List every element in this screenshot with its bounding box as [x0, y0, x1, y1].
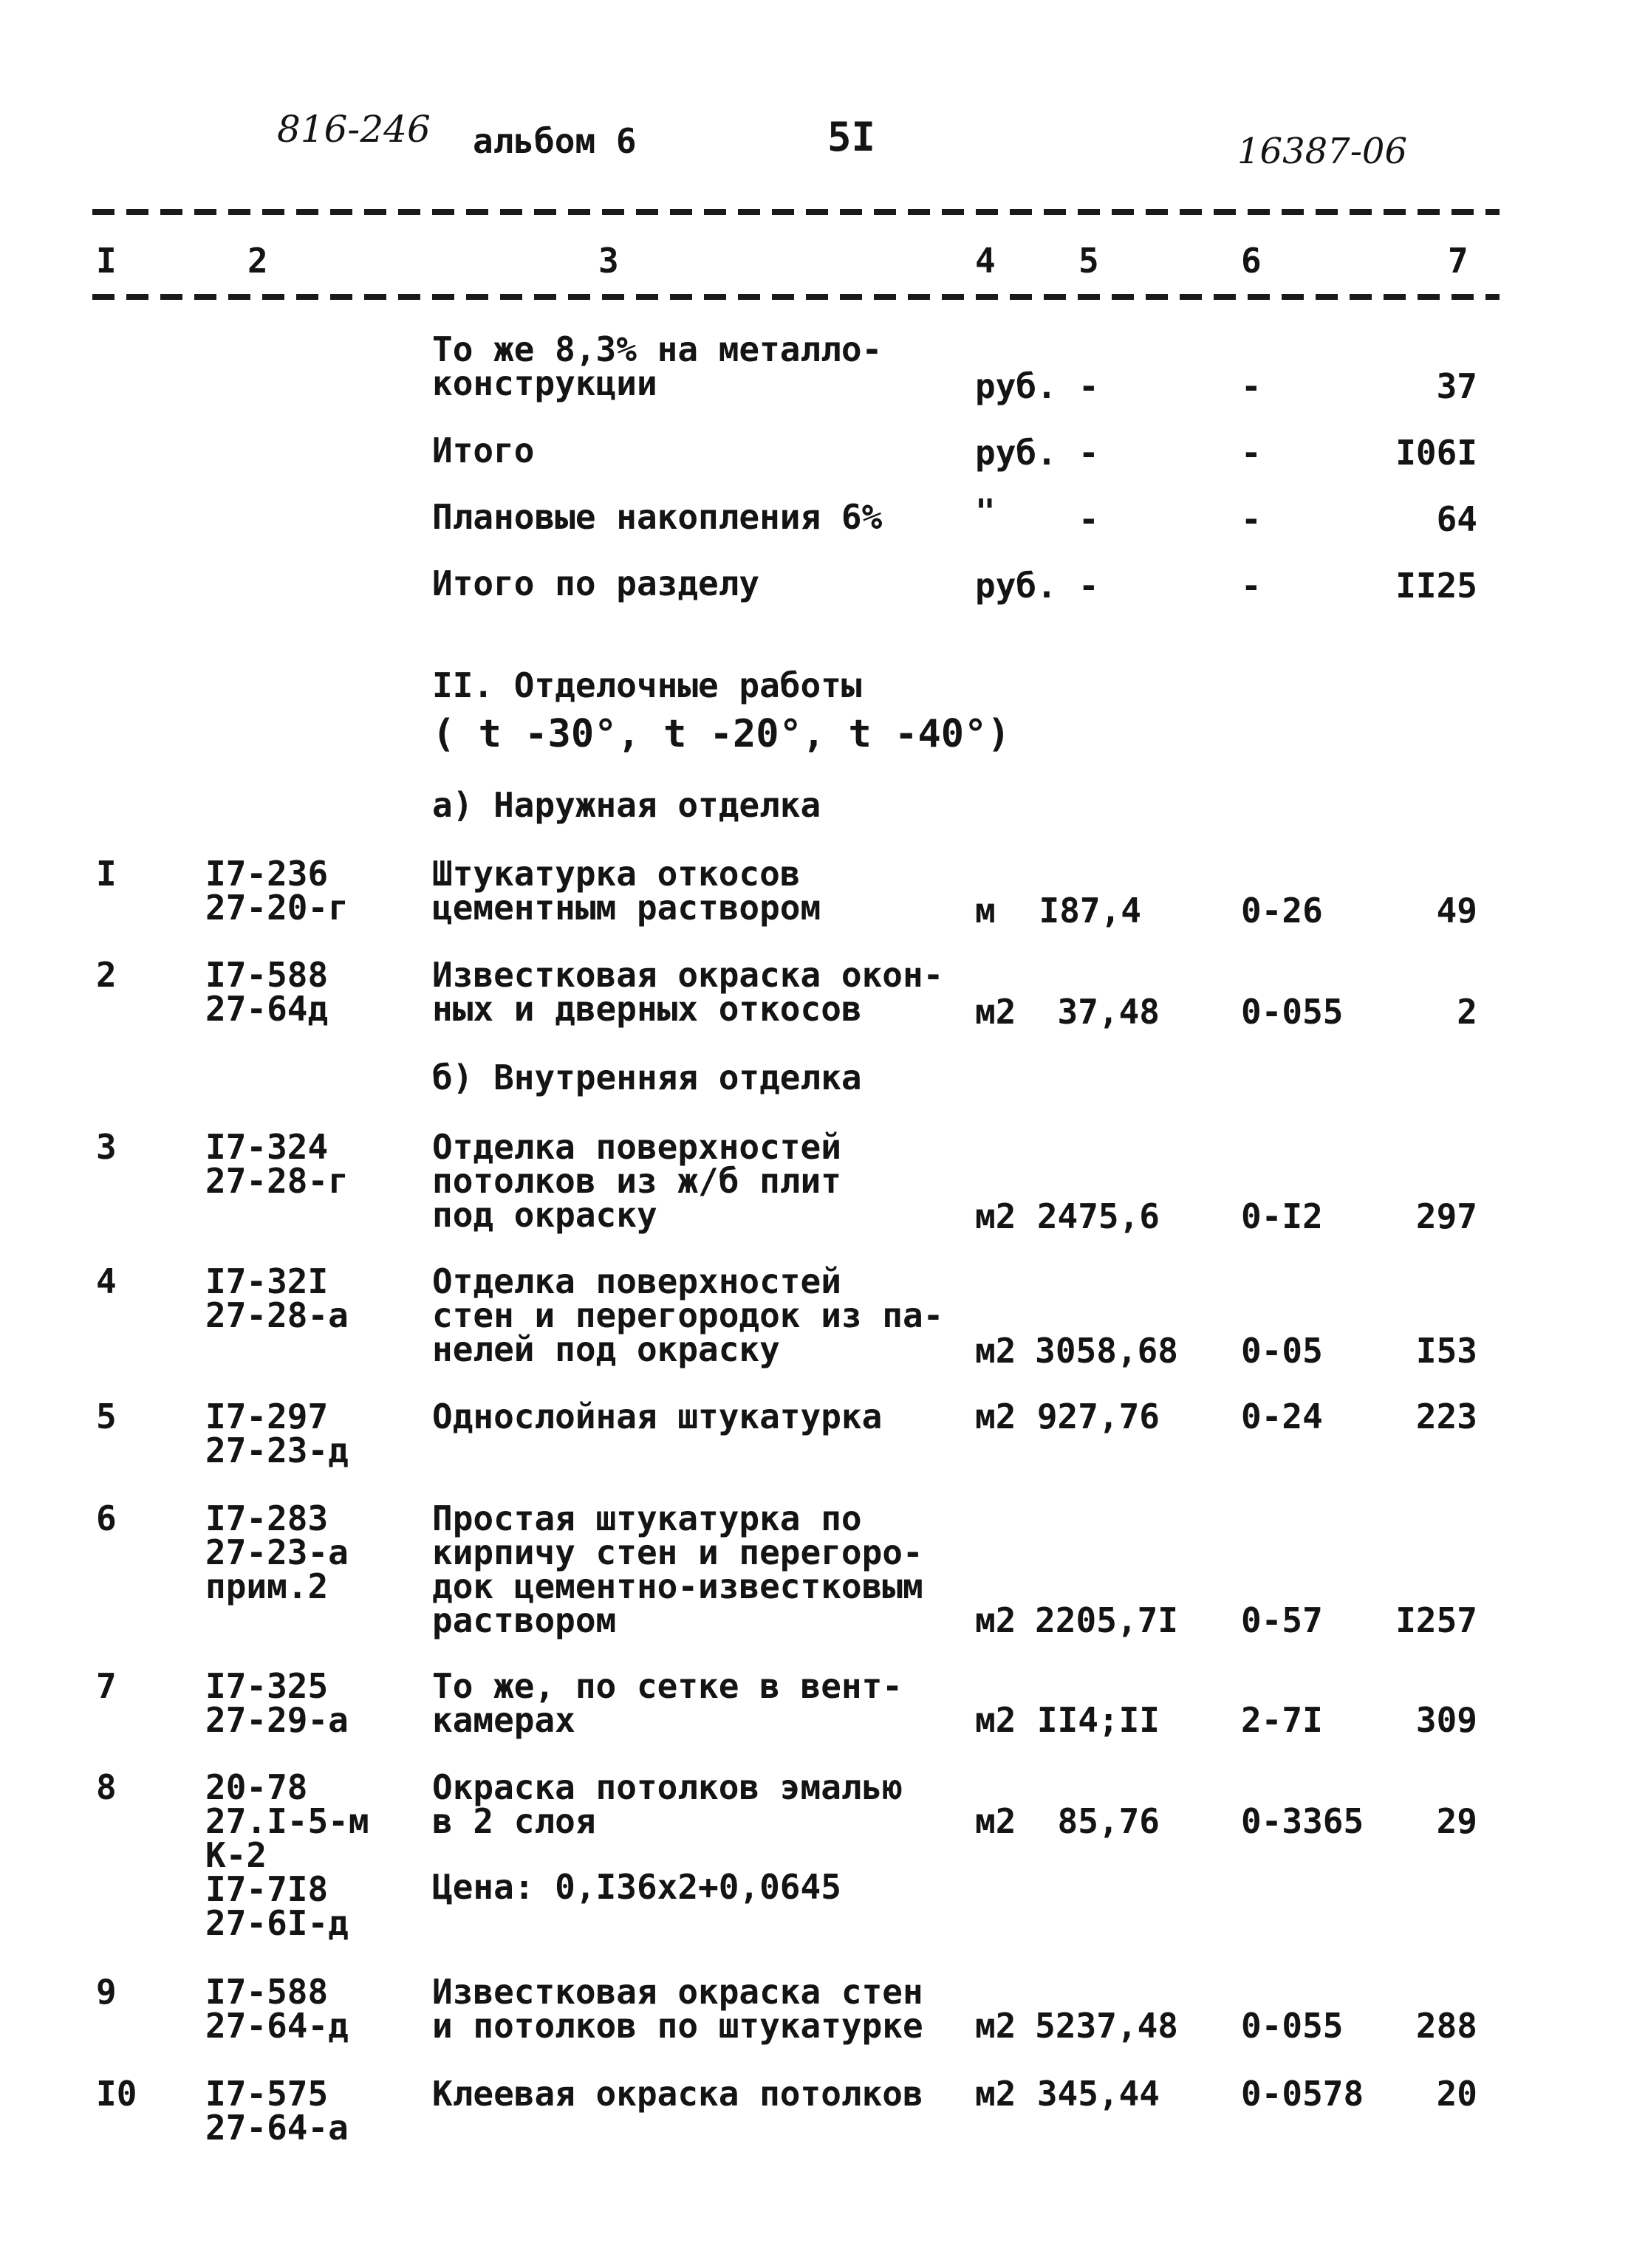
- header-top-rule: [92, 209, 1500, 215]
- price-formula: Цена: 0,I36х2+0,0645: [432, 1867, 841, 1907]
- col-header-2: 2: [247, 241, 268, 281]
- subsection-exterior: а) Наружная отделка: [432, 785, 821, 825]
- col-header-4: 4: [975, 241, 996, 281]
- col-header-3: 3: [598, 241, 619, 281]
- section-temperatures: ( t -30°, t -20°, t -40°): [432, 712, 1011, 756]
- col-header-6: 6: [1241, 241, 1262, 281]
- col-header-5: 5: [1078, 241, 1099, 281]
- subsection-interior: б) Внутренняя отделка: [432, 1058, 862, 1097]
- col-header-1: I: [96, 241, 117, 281]
- section-title: II. Отделочные работы: [432, 665, 862, 705]
- handwritten-code: 816-246: [277, 108, 431, 151]
- col-header-7: 7: [1448, 241, 1468, 281]
- header-bottom-rule: [92, 294, 1500, 300]
- handwritten-doc-number: 16387-06: [1237, 131, 1407, 172]
- album-label: альбом 6: [473, 121, 637, 161]
- document-page: 816-246 альбом 6 5I 16387-06 I 2 3 4 5 6 7 То же 8,3% на металло- конструкции руб. - - 37 Итого руб. - - I06I Плановые накопления 6% " - - 64 Итого по разделу руб. - - II25 II. Отделочные работы ( t -30°, t -20°, t -40°) а) Наружная отделка I I7-236 27-20-г Штукатурка откосов цементным раствором м I87,4 0-26 49 2 I7-588 27-64д Известковая окраска окон- ных и дверных откосов м2 37,48 0-055 2 б) Внутренняя отделка 3 I7-324 27-28-г Отделка поверхностей потолков из ж/б плит под окраску м2 2475,6 0-I2 297 4 I7-32I 27-28-а Отделка поверхностей стен и перегородок из па- нелей под окраску м2 3058,68 0-05 I53 5 I7-297 27-23-д Однослойная штукатурка м2 927,76 0-24 223 6 I7-283 27-23-а прим.2 Простая штукатурка по кирпичу стен и перегоро- док цементно-известковым раствором м2 2205,7I 0-57 I257 7 I7-325 27-29-а То же, по сетке в вент- камерах м2 II4;II 2-7I 309 8 20-78 27.I-5-м К-2 Окраска потолков эмалью в 2 слоя м2 85,76 0-3365 29 I7-7I8 27-6I-д Цена: 0,I36х2+0,0645 9 I7-588 27-64-д Известковая окраска стен и потолков по штукатурке м2 5237,48 0-055 288 I0 I7-575 27-64-а Клеевая окраска потолков м2 345,44 0-0578 20: [0, 0, 1631, 2268]
- page-number: 5I: [827, 114, 876, 160]
